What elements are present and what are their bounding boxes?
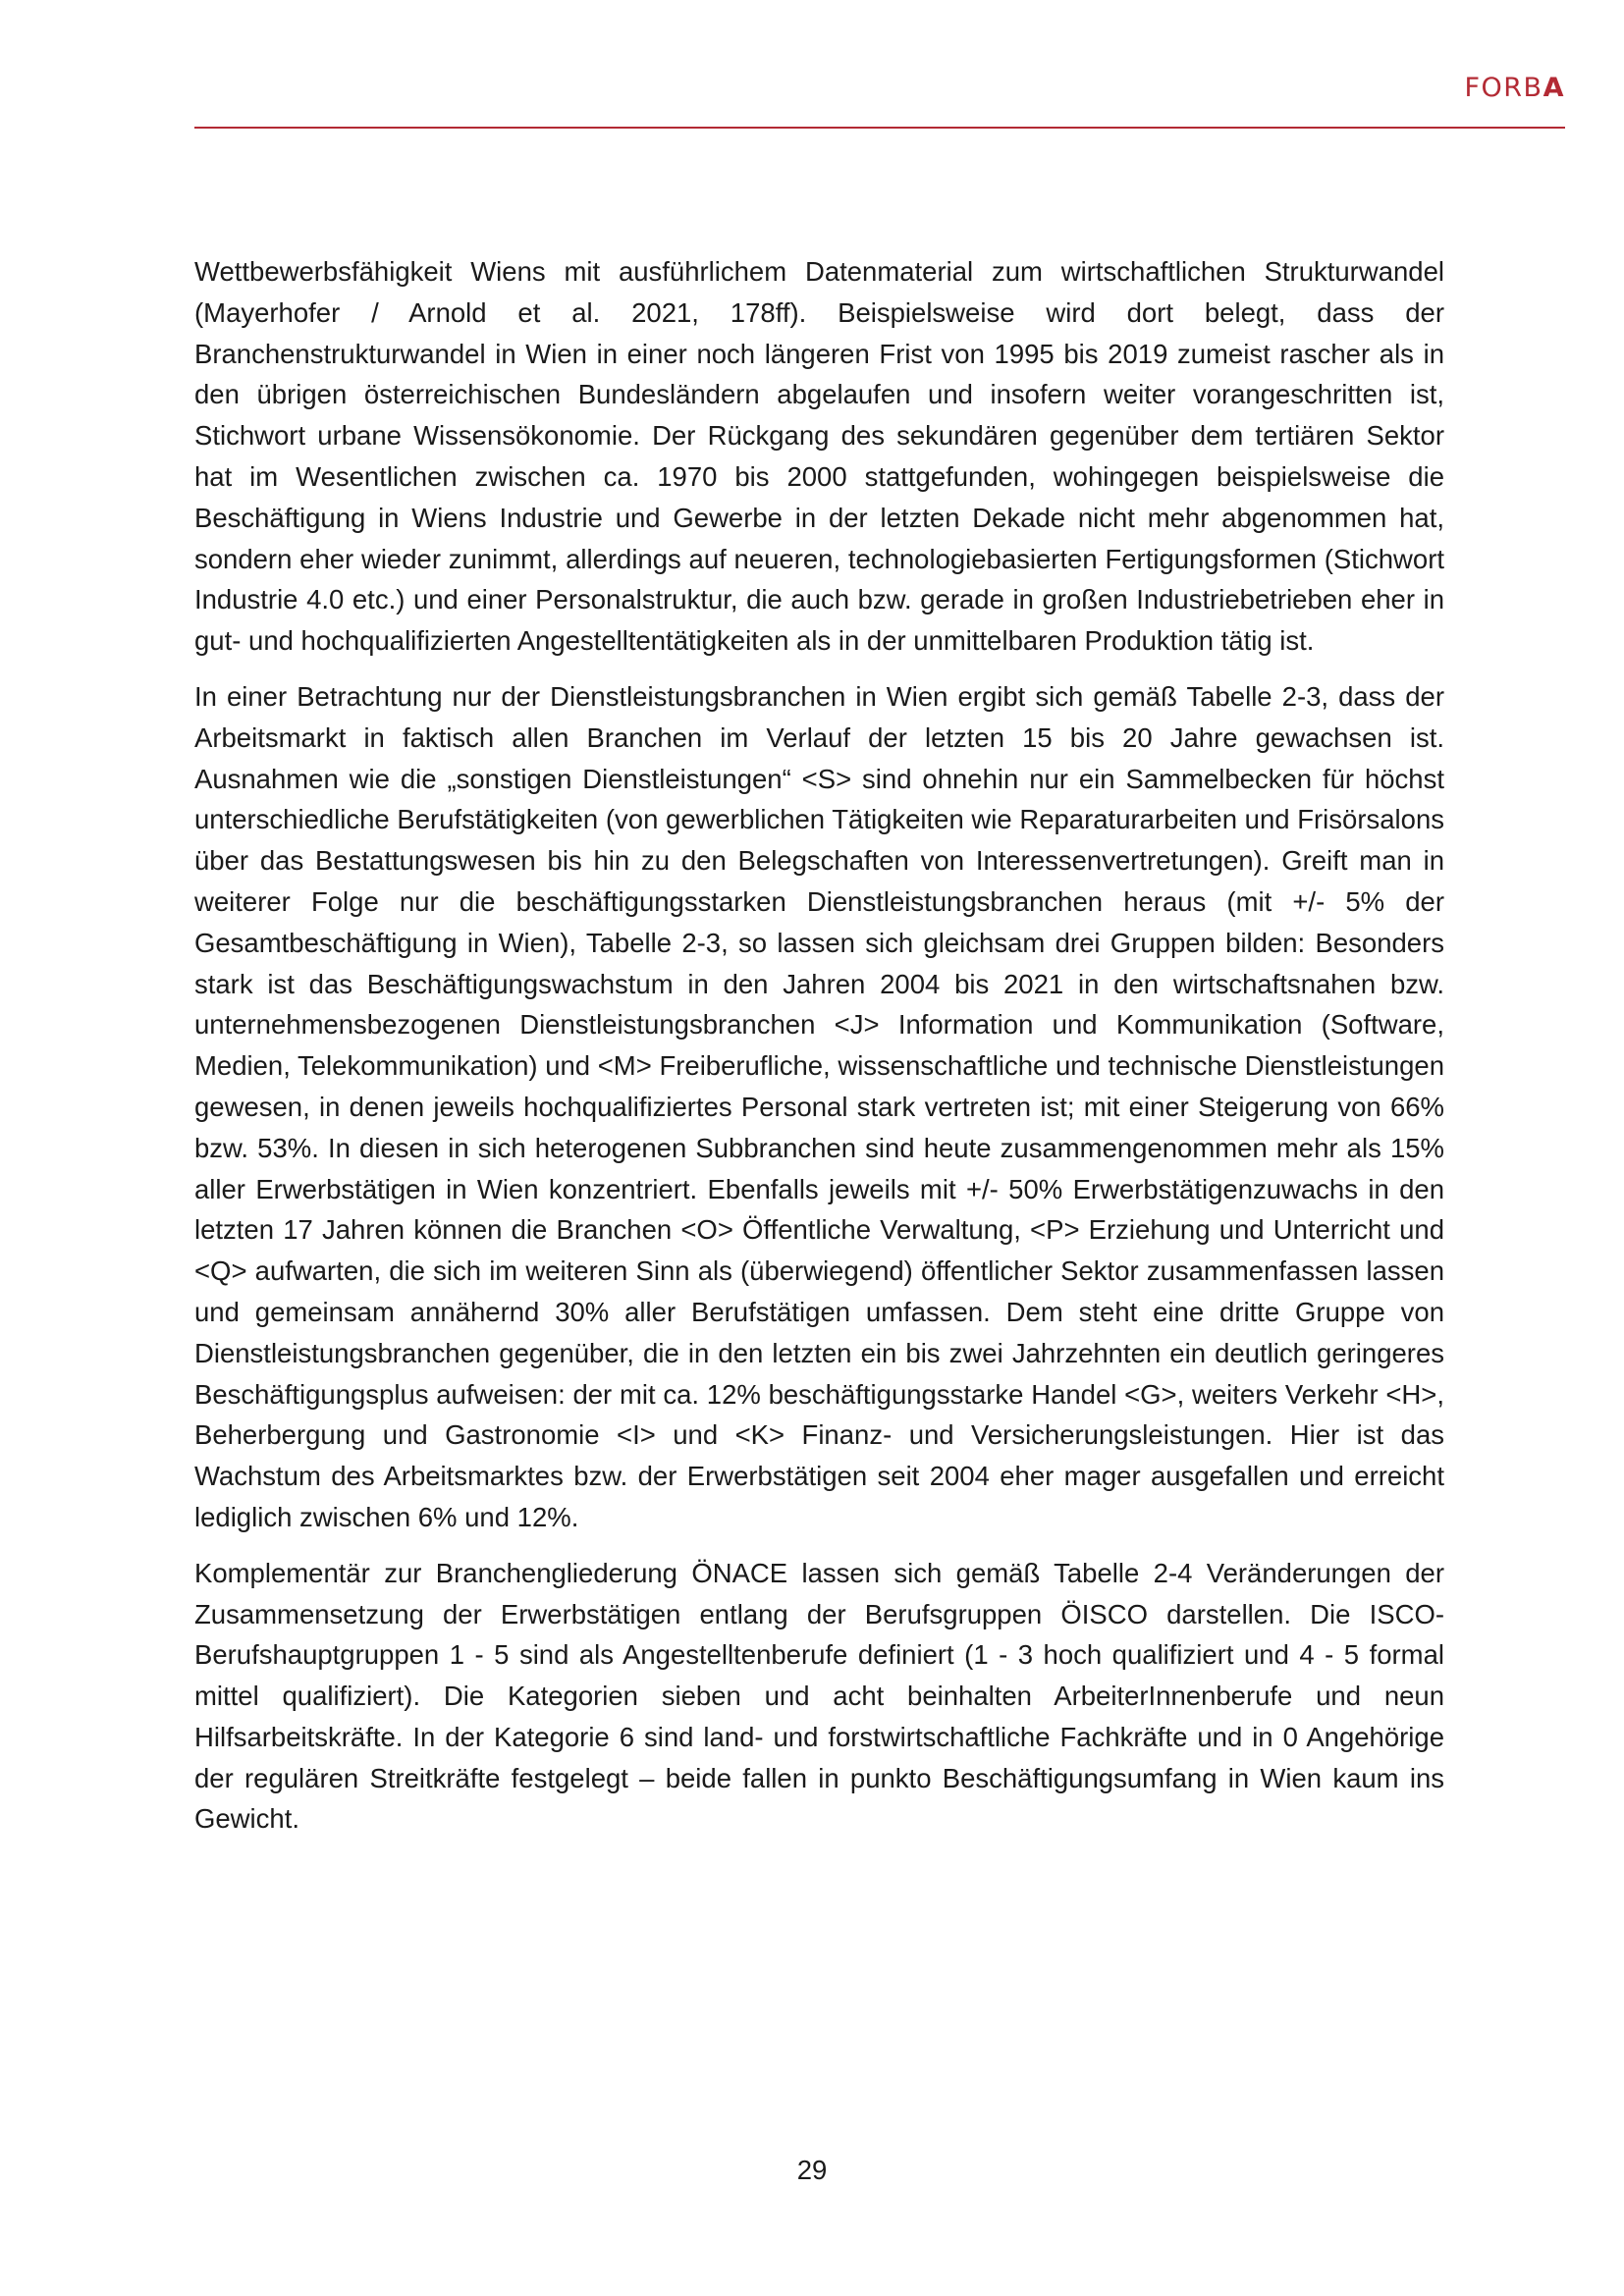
paragraph-1: Wettbewerbsfähigkeit Wiens mit ausführlichem Datenmaterial zum wirtschaftlichen Strukturwandel (Mayerhofer / Arnold et al. 2021, 178ff). Beispielsweise wird dort belegt, dass der Branchenstrukturwandel in Wien in einer noch längeren Frist von 1995 bis 2019 zumeist rascher als in den übrigen österreichischen Bundesländern abgelaufen und insofern weiter vorangeschritten ist, Stichwort urbane Wissensökonomie. Der Rückgang des sekundären gegenüber dem tertiären Sektor hat im Wesentlichen zwischen ca. 1970 bis 2000 stattgefunden, wohingegen beispielsweise die Beschäftigung in Wiens Industrie und Gewerbe in der letzten Dekade nicht mehr abgenommen hat, sondern eher wieder zunimmt, allerdings auf neueren, technologiebasierten Fertigungsformen (Stichwort Industrie 4.0 etc.) und einer Personalstruktur, die auch bzw. gerade in großen Industriebetrieben eher in gut- und hochqualifizierten Angestelltentätigkeiten als in der unmittelbaren Produktion tätig ist.	[194, 256, 1444, 657]
body-text	[194, 251, 1444, 1854]
logo-text-regular: FORB	[1464, 73, 1543, 103]
paragraph-2: In einer Betrachtung nur der Dienstleistungsbranchen in Wien ergibt sich gemäß Tabelle 2-3, dass der Arbeitsmarkt in faktisch allen Branchen im Verlauf der letzten 15 bis 20 Jahre gewachsen ist. Ausnahmen wie die „sonstigen Dienstleistungen“ <S> sind ohnehin nur ein Sammelbecken für höchst unterschiedliche Berufstätigkeiten (von gewerblichen Tätigkeiten wie Reparaturarbeiten und Frisörsalons über das Bestattungswesen bis hin zu den Belegschaften von Interessenvertretungen). Greift man in weiterer Folge nur die beschäftigungsstarken Dienstleistungsbranchen heraus (mit +/- 5% der Gesamtbeschäftigung in Wien), Tabelle 2-3, so lassen sich gleichsam drei Gruppen bilden: Besonders stark ist das Beschäftigungswachstum in den Jahren 2004 bis 2021 in den wirtschaftsnahen bzw. unternehmensbezogenen Dienstleistungsbranchen <J> Information und Kommunikation (Software, Medien, Telekommunikation) und <M> Freiberufliche, wissenschaftliche und technische Dienstleistungen gewesen, in denen jeweils hochqualifiziertes Personal stark vertreten ist; mit einer Steigerung von 66% bzw. 53%. In diesen in sich heterogenen Subbranchen sind heute zusammengenommen mehr als 15% aller Erwerbstätigen in Wien konzentriert. Ebenfalls jeweils mit +/- 50% Erwerbstätigenzuwachs in den letzten 17 Jahren können die Branchen <O> Öffentliche Verwaltung, <P> Erziehung und Unterricht und <Q> aufwarten, die sich im weiteren Sinn als (überwiegend) öffentlicher Sektor zusammenfassen lassen und gemeinsam annähernd 30% aller Berufstätigen umfassen. Dem steht eine dritte Gruppe von Dienstleistungsbranchen gegenüber, die in den letzten ein bis zwei Jahrzehnten ein deutlich geringeres Beschäftigungsplus aufweisen: der mit ca. 12% beschäftigungsstarke Handel <G>, weiters Verkehr <H>, Beherbergung und Gastronomie <I> und <K> Finanz- und Versicherungsleistungen. Hier ist das Wachstum des Arbeitsmarktes bzw. der Erwerbstätigen seit 2004 eher mager ausgefallen und erreicht lediglich zwischen 6% und 12%.	[194, 680, 1444, 1532]
paragraph-3: Komplementär zur Branchengliederung ÖNACE lassen sich gemäß Tabelle 2-4 Veränderungen der Zusammensetzung der Erwerbstätigen entlang der Berufsgruppen ÖISCO darstellen. Die ISCO-Berufshauptgruppen 1 - 5 sind als Angestelltenberufe definiert (1 - 3 hoch qualifiziert und 4 - 5 formal mittel qualifiziert). Die Kategorien sieben und acht beinhalten ArbeiterInnenberufe und neun Hilfsarbeitskräfte. In der Kategorie 6 sind land- und forstwirtschaftliche Fachkräfte und in 0 Angehörige der regulären Streitkräfte festgelegt – beide fallen in punkto Beschäftigungsumfang in Wien kaum ins Gewicht.	[194, 1557, 1444, 1835]
logo-text-bold: A	[1543, 73, 1565, 103]
forba-logo	[1428, 73, 1565, 103]
page-number: 29	[796, 2155, 828, 2185]
header-divider	[194, 127, 1565, 129]
